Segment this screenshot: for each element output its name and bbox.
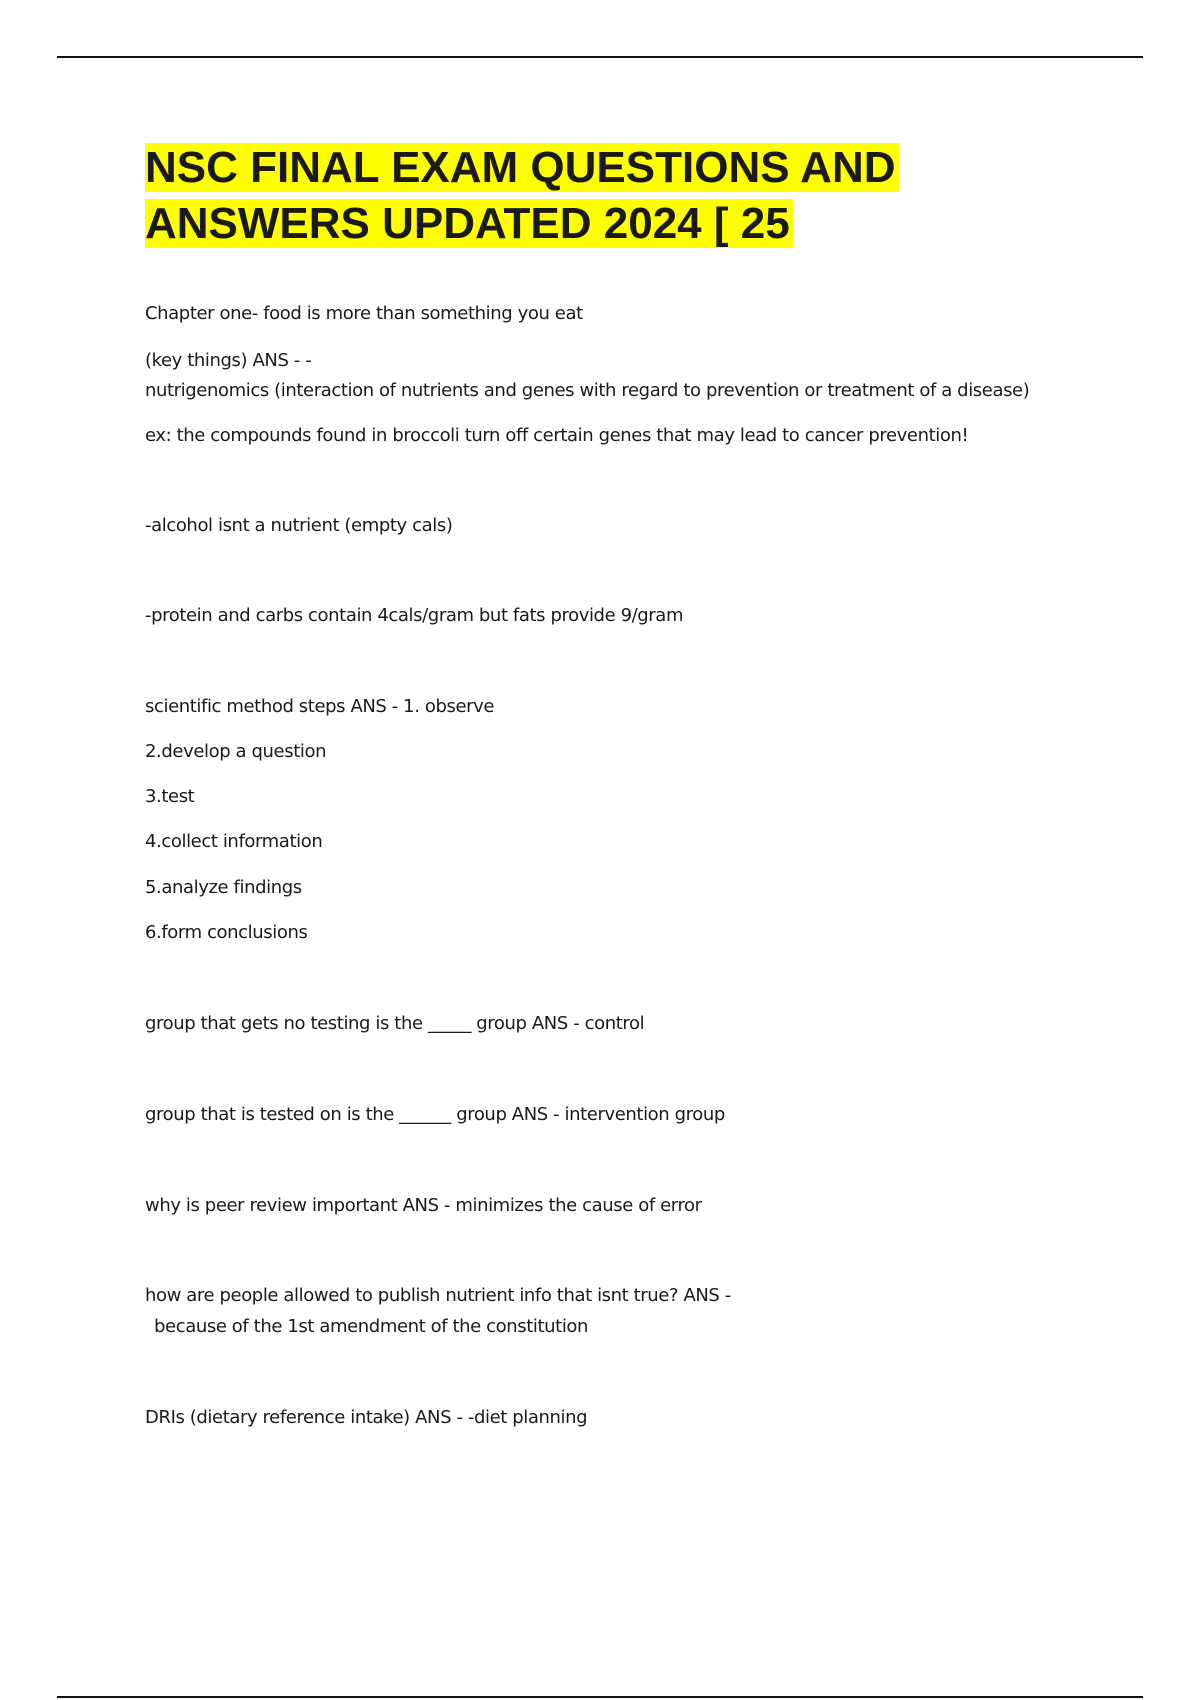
document-title — [145, 140, 1045, 252]
bottom-rule — [57, 1696, 1143, 1698]
example-line: ex: the compounds found in broccoli turn off certain genes that may lead to cancer prevention! — [145, 425, 969, 446]
qa-intervention-group: group that is tested on is the ______ group ANS - intervention group — [145, 1104, 725, 1125]
list-item: 6.form conclusions — [145, 922, 308, 943]
chapter-heading: Chapter one- food is more than something you eat — [145, 303, 583, 324]
qa-key-things-question: (key things) ANS - - — [145, 350, 312, 371]
title-line-2: ANSWERS UPDATED 2024 [ 25 — [145, 199, 793, 248]
list-item: 2.develop a question — [145, 741, 327, 762]
top-rule — [57, 56, 1143, 58]
list-item: 3.test — [145, 786, 195, 807]
qa-key-things-answer: nutrigenomics (interaction of nutrients and genes with regard to prevention or treatment of a disease) — [145, 380, 1030, 401]
qa-peer-review: why is peer review important ANS - minimizes the cause of error — [145, 1195, 702, 1216]
qa-publish-question: how are people allowed to publish nutrient info that isnt true? ANS - — [145, 1285, 731, 1306]
qa-publish-answer: because of the 1st amendment of the constitution — [154, 1316, 589, 1337]
note-alcohol: -alcohol isnt a nutrient (empty cals) — [145, 515, 453, 536]
qa-control-group: group that gets no testing is the _____ group ANS - control — [145, 1013, 645, 1034]
list-item: 4.collect information — [145, 831, 323, 852]
title-line-1: NSC FINAL EXAM QUESTIONS AND — [145, 143, 899, 192]
qa-scientific-method: scientific method steps ANS - 1. observe — [145, 696, 495, 717]
list-item: 5.analyze findings — [145, 877, 302, 898]
qa-dris: DRIs (dietary reference intake) ANS - -diet planning — [145, 1407, 588, 1428]
note-calories: -protein and carbs contain 4cals/gram but fats provide 9/gram — [145, 605, 684, 626]
